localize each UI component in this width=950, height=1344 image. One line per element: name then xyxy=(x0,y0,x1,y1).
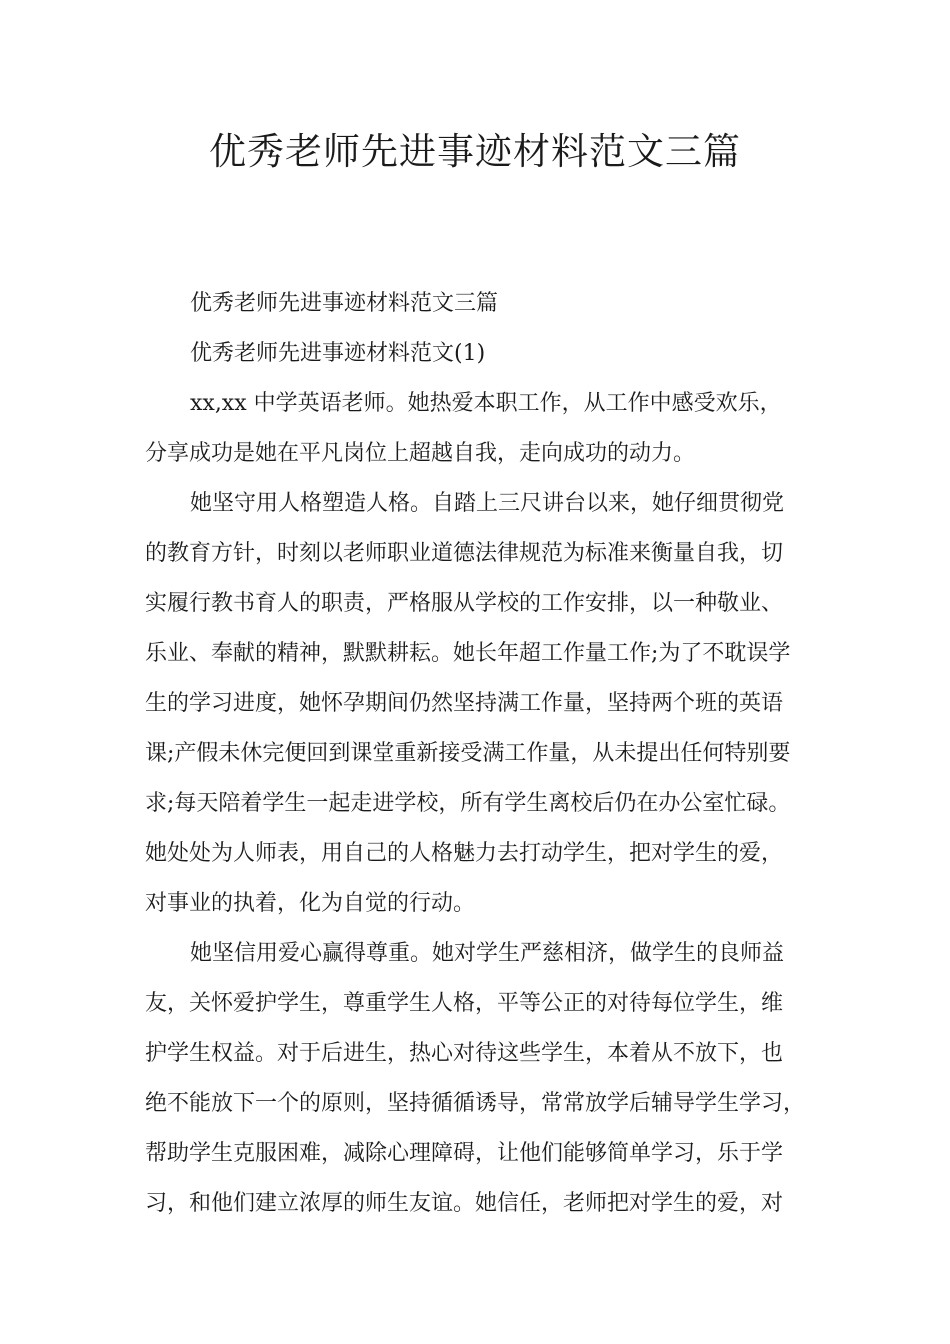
body-line: xx,xx 中学英语老师。她热爱本职工作，从工作中感受欢乐， xyxy=(190,391,782,416)
body-line: 乐业、奉献的精神，默默耕耘。她长年超工作量工作;为了不耽误学 xyxy=(145,641,791,666)
body-line: 优秀老师先进事迹材料范文(1) xyxy=(190,341,486,366)
body-line: 帮助学生克服困难，减除心理障碍，让他们能够简单学习，乐于学 xyxy=(145,1141,784,1166)
body-line: 的教育方针，时刻以老师职业道德法律规范为标准来衡量自我，切 xyxy=(145,541,784,566)
body-line: 求;每天陪着学生一起走进学校，所有学生离校后仍在办公室忙碌。 xyxy=(145,791,791,816)
body-line: 绝不能放下一个的原则，坚持循循诱导，常常放学后辅导学生学习， xyxy=(145,1091,806,1116)
body-line: 她坚守用人格塑造人格。自踏上三尺讲台以来，她仔细贯彻党 xyxy=(190,491,785,516)
body-line: 友，关怀爱护学生，尊重学生人格，平等公正的对待每位学生，维 xyxy=(145,991,784,1016)
body-line: 她处处为人师表，用自己的人格魅力去打动学生，把对学生的爱， xyxy=(145,841,784,866)
document-body xyxy=(145,279,813,1229)
body-line: 实履行教书育人的职责，严格服从学校的工作安排，以一种敬业、 xyxy=(145,591,784,616)
body-line: 生的学习进度，她怀孕期间仍然坚持满工作量，坚持两个班的英语 xyxy=(145,691,784,716)
body-line: 习，和他们建立浓厚的师生友谊。她信任，老师把对学生的爱，对 xyxy=(145,1191,784,1216)
body-line: 她坚信用爱心赢得尊重。她对学生严慈相济，做学生的良师益 xyxy=(190,941,785,966)
body-line: 护学生权益。对于后进生，热心对待这些学生，本着从不放下，也 xyxy=(145,1041,784,1066)
body-line: 对事业的执着，化为自觉的行动。 xyxy=(145,891,476,916)
body-line: 优秀老师先进事迹材料范文三篇 xyxy=(190,291,499,316)
body-line: 分享成功是她在平凡岗位上超越自我，走向成功的动力。 xyxy=(145,441,696,466)
body-line: 课;产假未休完便回到课堂重新接受满工作量，从未提出任何特别要 xyxy=(145,741,791,766)
document-title: 优秀老师先进事迹材料范文三篇 xyxy=(209,130,741,173)
